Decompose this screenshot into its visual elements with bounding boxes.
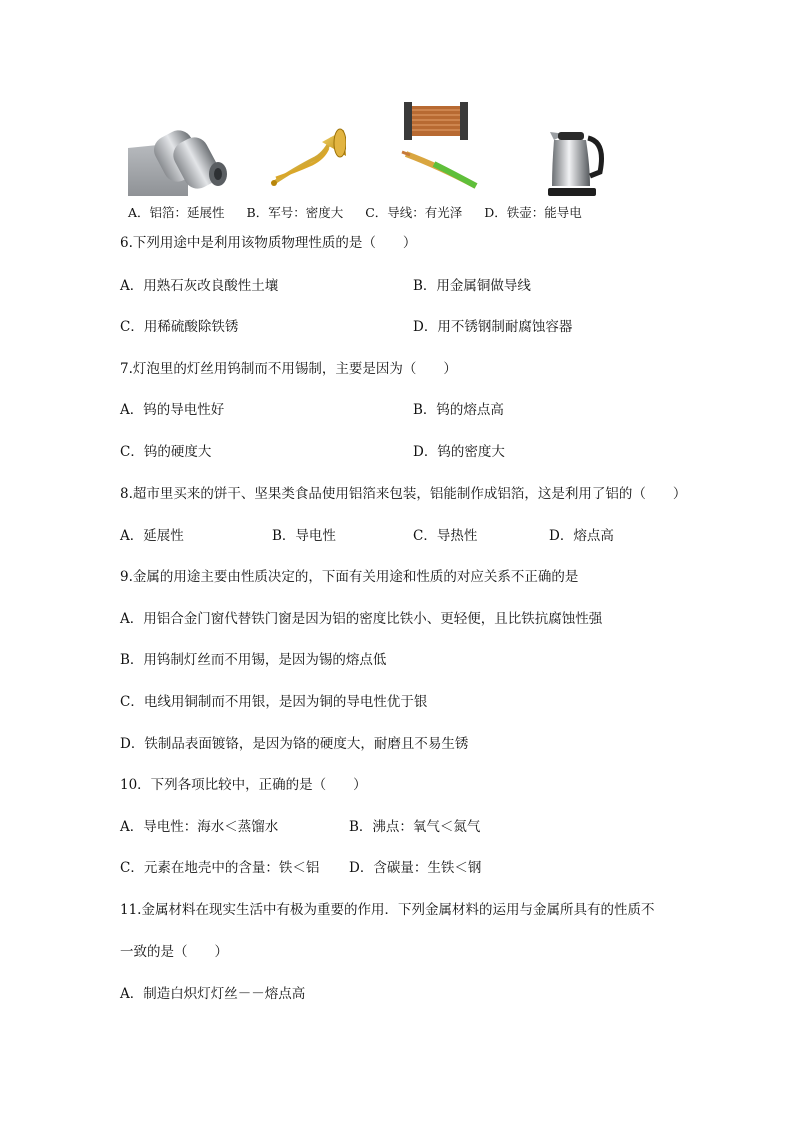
q7-stem: 7.灯泡里的灯丝用钨制而不用锡制，主要是因为（ ） [120, 361, 457, 377]
q8-stem: 8.超市里买来的饼干、坚果类食品使用铝箔来包装，铝能制作成铝箔，这是利用了铝的（ ） [120, 486, 687, 502]
kettle-image [546, 126, 608, 196]
q8-option-c: C．导热性 [413, 528, 478, 544]
q10-option-a: A．导电性：海水＜蒸馏水 [120, 819, 279, 835]
copper-wire-image [398, 100, 478, 196]
q10-option-d: D．含碳量：生铁＜钢 [349, 860, 482, 876]
q7-option-d: D．钨的密度大 [413, 444, 505, 460]
q6-option-d: D．用不锈钢制耐腐蚀容器 [413, 319, 573, 335]
q6-option-b: B．用金属铜做导线 [413, 278, 531, 294]
q11-option-a: A．制造白炽灯灯丝－－熔点高 [120, 986, 306, 1002]
bugle-image [266, 128, 346, 190]
image-captions [128, 203, 600, 221]
q7-option-b: B．钨的熔点高 [413, 402, 504, 418]
q7-option-c: C．钨的硬度大 [120, 444, 212, 460]
q10-stem: 10．下列各项比较中，正确的是（ ） [120, 777, 367, 793]
q7-option-a: A．钨的导电性好 [120, 402, 225, 418]
caption-b: B．军号：密度大 [246, 205, 344, 220]
q9-option-d: D．铁制品表面镀铬，是因为铬的硬度大，耐磨且不易生锈 [120, 736, 469, 752]
q11-stem-line2: 一致的是（ ） [120, 944, 228, 960]
q6-option-a: A．用熟石灰改良酸性土壤 [120, 278, 279, 294]
q10-option-b: B．沸点：氧气＜氮气 [349, 819, 481, 835]
q8-option-a: A．延展性 [120, 528, 184, 544]
q6-stem: 6.下列用途中是利用该物质物理性质的是（ ） [120, 235, 417, 251]
q10-option-c: C．元素在地壳中的含量：铁＜铝 [120, 860, 320, 876]
q6-option-c: C．用稀硫酸除铁锈 [120, 319, 239, 335]
q9-stem: 9.金属的用途主要由性质决定的，下面有关用途和性质的对应关系不正确的是 [120, 569, 579, 585]
q9-option-c: C．电线用铜制而不用银，是因为铜的导电性优于银 [120, 694, 428, 710]
aluminum-foil-image [128, 126, 228, 196]
q11-stem-line1: 11.金属材料在现实生活中有极为重要的作用．下列金属材料的运用与金属所具有的性质不 [120, 902, 655, 918]
q9-option-a: A．用铝合金门窗代替铁门窗是因为铝的密度比铁小、更轻便，且比铁抗腐蚀性强 [120, 611, 603, 627]
caption-c: C．导线：有光泽 [365, 205, 463, 220]
q8-option-b: B．导电性 [272, 528, 336, 544]
q9-option-b: B．用钨制灯丝而不用锡，是因为锡的熔点低 [120, 652, 387, 668]
q8-option-d: D．熔点高 [549, 528, 614, 544]
caption-a: A．铝箔：延展性 [128, 205, 225, 220]
caption-d: D．铁壶：能导电 [484, 205, 582, 220]
